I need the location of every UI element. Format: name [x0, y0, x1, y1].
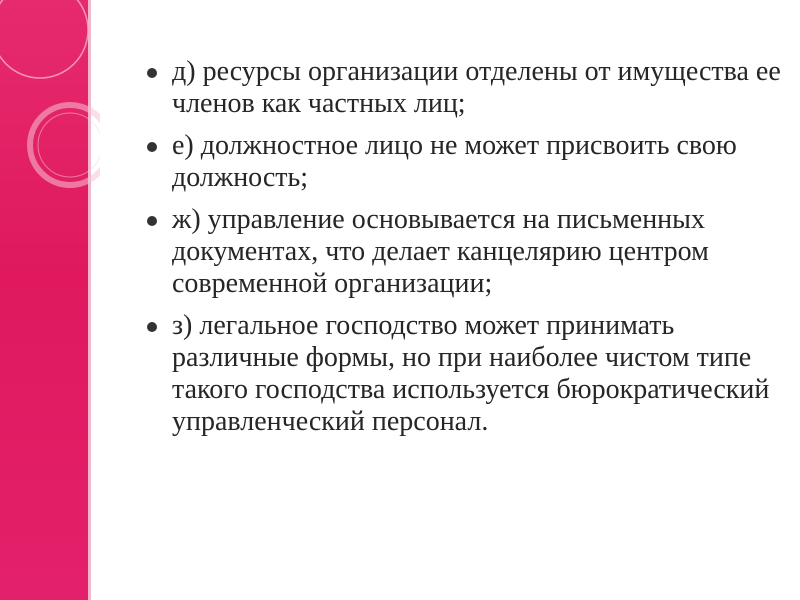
bullet-item — [145, 56, 785, 120]
bullet-item — [145, 204, 785, 300]
bullet-dot-icon — [147, 142, 157, 152]
bullet-dot-icon — [147, 216, 157, 226]
bullet-dot-icon — [147, 68, 157, 78]
deco-circle-inner — [38, 113, 100, 177]
bullet-text: е) должностное лицо не может присвоить свою должность; — [172, 130, 737, 193]
deco-circle-small — [30, 105, 100, 185]
bullet-text: д) ресурсы организации отделены от имущества ее членов как частных лиц; — [172, 56, 781, 119]
bullet-item — [145, 310, 785, 438]
bullet-dot-icon — [147, 322, 157, 332]
deco-circle-large — [0, 0, 88, 78]
bullet-list — [145, 56, 785, 448]
bullet-text: з) легальное господство может принимать различные формы, но при наиболее чистом типе такого господства используется бюрократический управленческий персонал. — [172, 310, 770, 437]
bullet-text: ж) управление основывается на письменных документах, что делает канцелярию центром современной организации; — [172, 204, 709, 299]
bullet-item — [145, 130, 785, 194]
decorative-circles — [0, 0, 100, 220]
